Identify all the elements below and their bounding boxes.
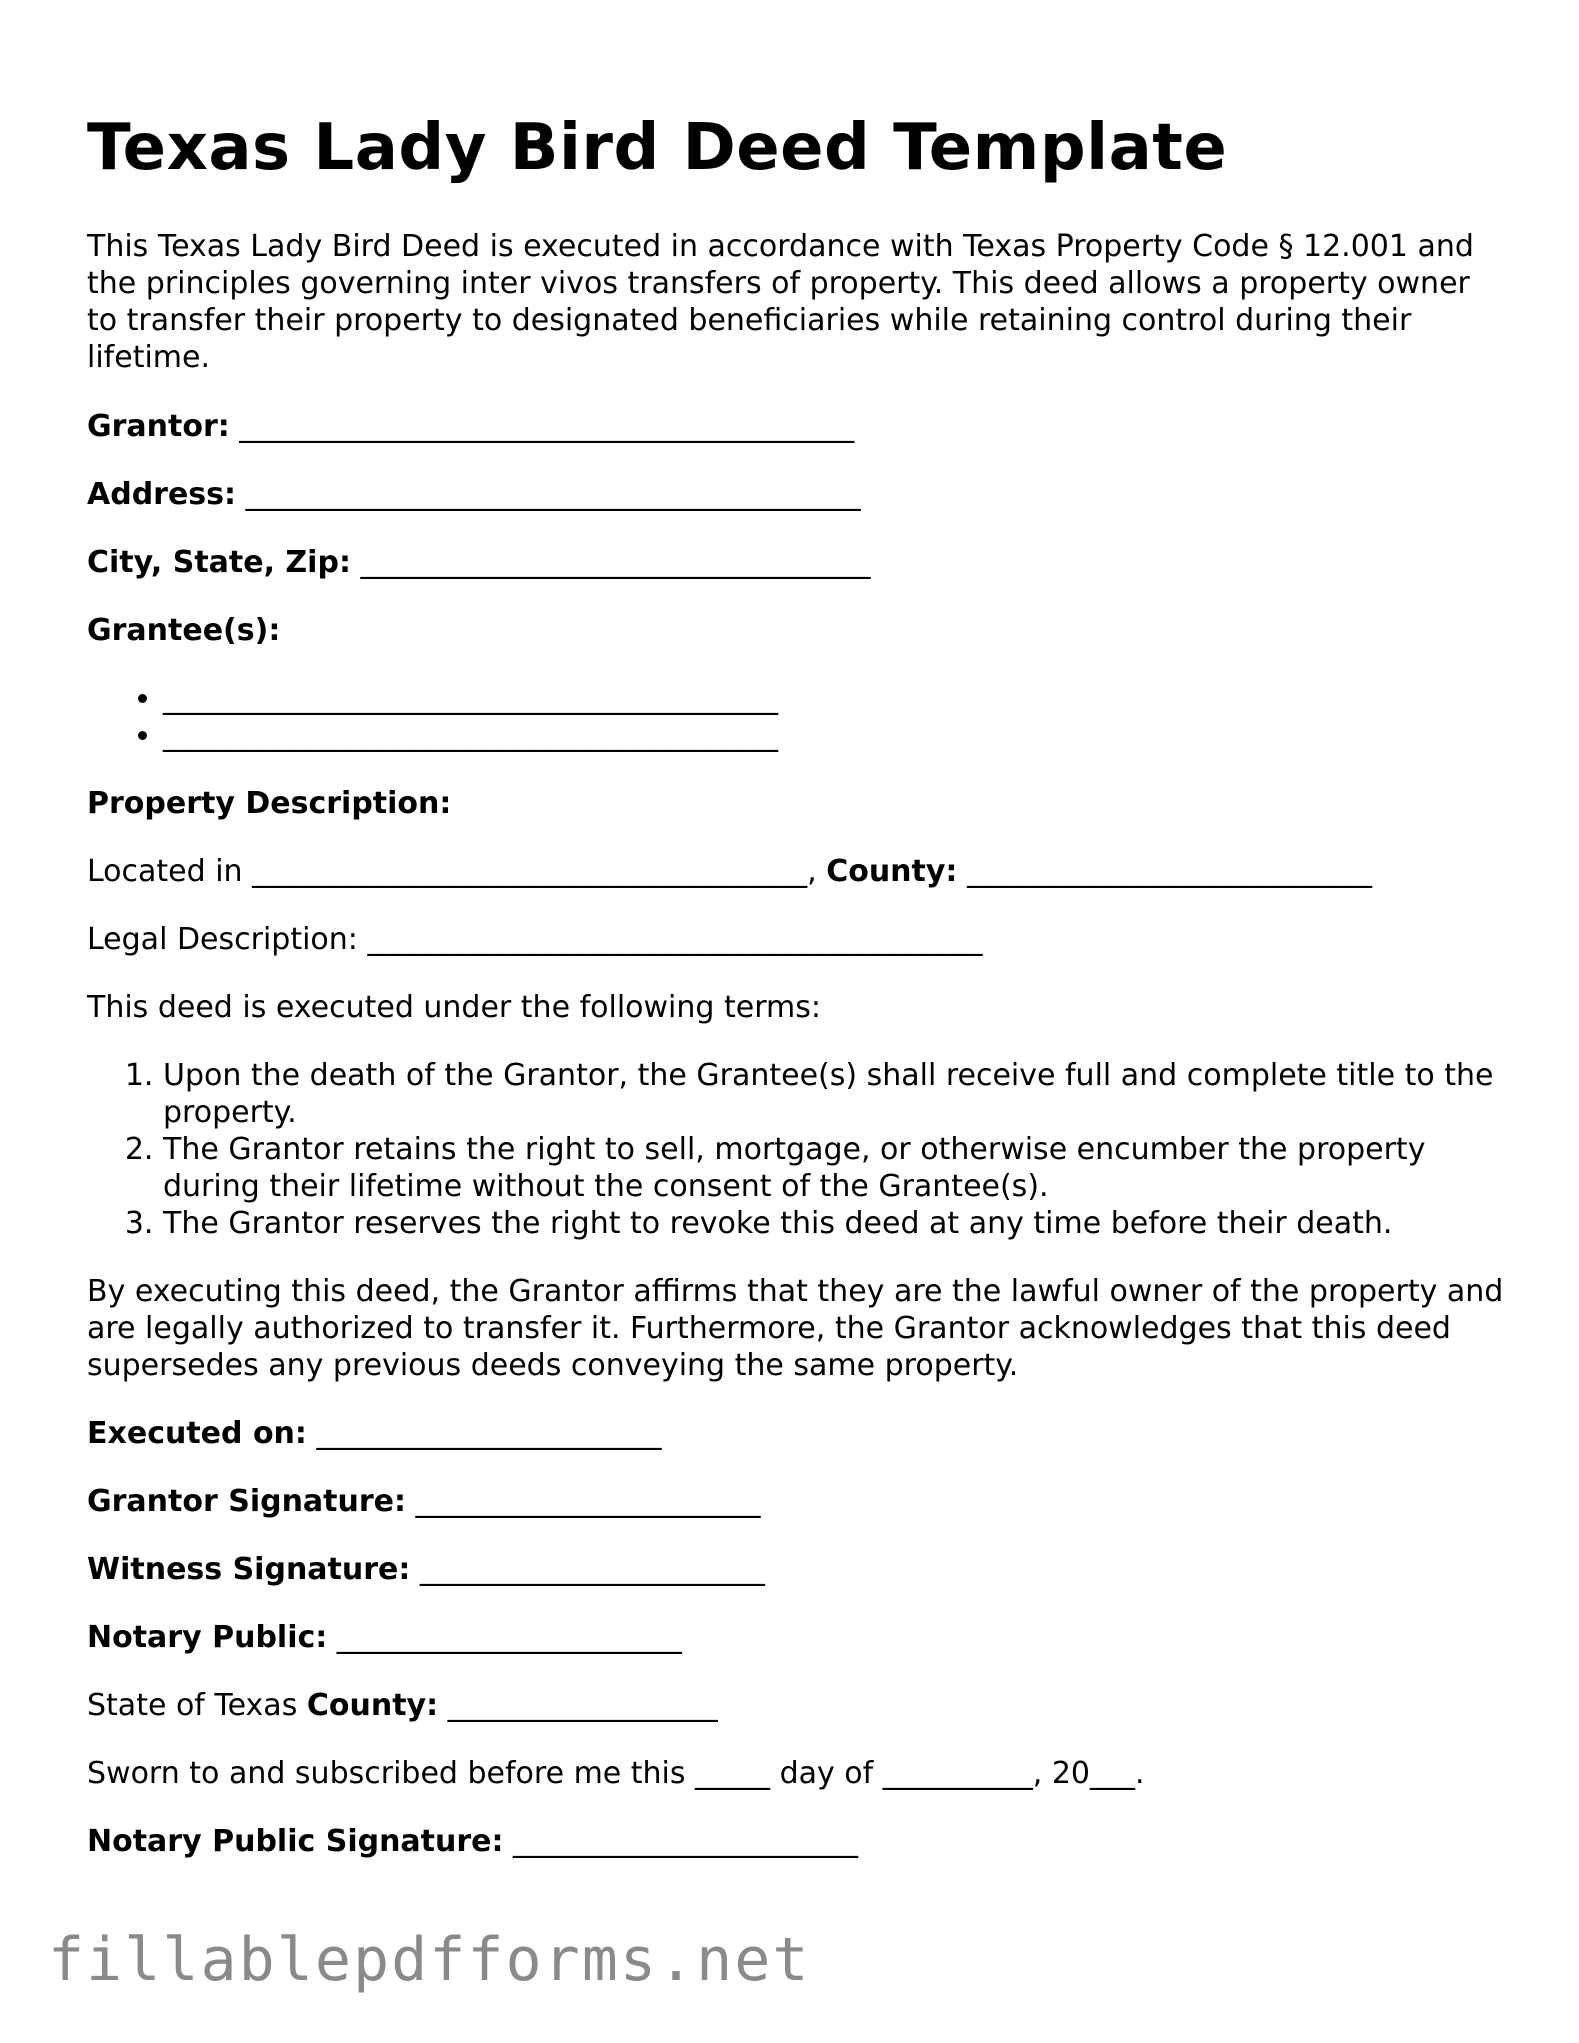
intro-paragraph: This Texas Lady Bird Deed is executed in accordance with Texas Property Code § 12.001 and the principles governing inter vivos transfers of property. This deed allows a property owner to transfer their property to designated beneficiaries while retaining control during their lifetime. [87,229,1474,375]
witness-signature-field [87,1551,1507,1588]
affirmation-paragraph: By executing this deed, the Grantor affirms that they are the lawful owner of the property and are legally authorized to transfer it. Furthermore, the Grantor acknowledges that this deed supersedes any previous deeds conveying the same property. [87,1274,1504,1383]
notary-signature-label: Notary Public Signature: [87,1824,504,1859]
sworn-statement: Sworn to and subscribed before me this _____ day of __________, 20___. [87,1756,1145,1791]
grantor-label: Grantor: [87,409,230,444]
grantee-blank[interactable]: _________________________________________ [163,718,778,753]
grantor-signature-label: Grantor Signature: [87,1484,407,1519]
list-item [163,717,1507,754]
located-prefix: Located in [87,854,253,889]
term-item: 2. The Grantor retains the right to sell, mortgage, or otherwise encumber the property during their lifetime without the consent of the Grantee(s). [163,1131,1507,1205]
legal-description-label: Legal Description: [87,922,368,957]
grantor-signature-blank[interactable]: _______________________ [406,1484,761,1519]
terms-intro: This deed is executed under the following terms: [87,990,821,1025]
state-county-blank[interactable]: __________________ [438,1688,718,1723]
witness-signature-blank[interactable]: _______________________ [410,1552,765,1587]
notary-signature-blank[interactable]: _______________________ [503,1824,859,1859]
notary-public-blank[interactable]: _______________________ [327,1620,682,1655]
grantee-blank[interactable]: _________________________________________ [163,681,778,716]
grantees-list [87,680,1507,754]
legal-description-field [87,921,1507,958]
notary-signature-field [87,1823,1507,1860]
deed-document [87,110,1507,1891]
term-item: 1. Upon the death of the Grantor, the Grantee(s) shall receive full and complete title to the property. [163,1057,1507,1131]
watermark: fillablepdfforms.net [48,1925,811,1995]
executed-on-field [87,1415,1507,1452]
property-heading-label: Property Description: [87,786,452,821]
notary-public-field [87,1619,1507,1656]
state-county-field [87,1687,1507,1724]
grantees-label: Grantee(s): [87,613,281,648]
legal-description-blank[interactable]: _________________________________________ [367,922,983,957]
state-county-label: County: [306,1688,439,1723]
county-label: County: [826,854,958,889]
page-title: Texas Lady Bird Deed Template [87,111,1228,185]
term-item: 3. The Grantor reserves the right to revoke this deed at any time before their death. [163,1205,1507,1242]
address-blank[interactable]: _________________________________________ [236,477,861,512]
address-field [87,476,1507,513]
executed-on-label: Executed on: [87,1416,307,1451]
location-field [87,853,1507,890]
executed-on-blank[interactable]: _______________________ [306,1416,662,1451]
city-state-zip-label: City, State, Zip: [87,545,351,580]
address-label: Address: [87,477,237,512]
grantor-field [87,408,1507,445]
city-state-zip-field [87,544,1507,581]
county-blank[interactable]: ___________________________ [957,854,1372,889]
city-state-zip-blank[interactable]: __________________________________ [350,545,871,580]
grantor-blank[interactable]: _________________________________________ [229,409,855,444]
list-item [163,680,1507,717]
notary-public-label: Notary Public: [87,1620,328,1655]
located-blank[interactable]: _____________________________________, [252,854,827,889]
property-description-heading [87,785,1507,822]
state-prefix: State of Texas [87,1688,307,1723]
witness-signature-label: Witness Signature: [87,1552,411,1587]
grantees-heading [87,612,1507,649]
terms-list [87,1057,1507,1242]
grantor-signature-field [87,1483,1507,1520]
